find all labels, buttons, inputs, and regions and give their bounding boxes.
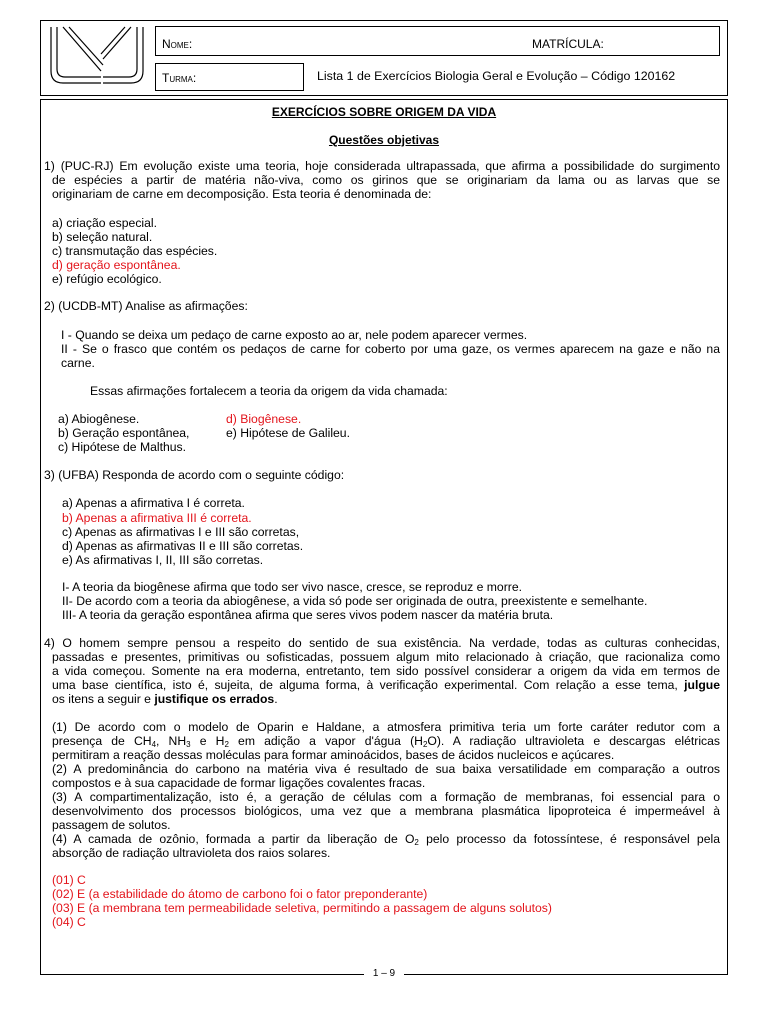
q2-option-d-answer: d) Biogênese. (226, 412, 302, 426)
section-subtitle: Questões objetivas (328, 133, 440, 147)
q4-answer-01: (01) C (52, 873, 86, 887)
university-logo (41, 21, 156, 95)
q1-option-e: e) refúgio ecológico. (52, 272, 162, 286)
q1-option-c: c) transmutação das espécies. (52, 244, 218, 258)
q1-option-b: b) seleção natural. (52, 230, 153, 244)
q3-statement-3: III- A teoria da geração espontânea afirma que seres vivos podem nascer da matéria bruta. (62, 608, 554, 622)
q3-option-a: a) Apenas a afirmativa I é correta. (62, 496, 245, 510)
footer-rule-right (407, 974, 727, 975)
matricula-label: MATRÍCULA: (532, 37, 604, 51)
q4-item-1: (1) De acordo com o modelo de Oparin e Haldane, a atmosfera primitiva teria um forte caráter redutor com a presença de $CH_4$, $NH_3$ e $H_2$ em adição a vapor d'água $(H_2O)$. A radiação ultravioleta e descargas elétricas permitiram a reação dessas moléculas para formar aminoácidos, bases de ácidos nucleicos e açúcares. (52, 720, 720, 762)
q4-item-3: (3) A compartimentalização, isto é, a geração de células com a formação de membranas, foi essencial para o desenvolvimento dos processos biológicos, uma vez que a membrana plasmática lipoproteica é impermeável à passagem de solutos. (52, 790, 720, 832)
q2-option-b: b) Geração espontânea, (58, 426, 190, 440)
q3-option-c: c) Apenas as afirmativas I e III são corretas, (62, 525, 300, 539)
question-4-text: 4) O homem sempre pensou a respeito do sentido de sua existência. Na verdade, todas as culturas conhecidas, passadas e presentes, primitivas ou sofisticadas, possuem algum mito relacionado à criação, que racionaliza como a vida começou. Somente na era moderna, entretanto, tem sido possível considerar a origem da vida em termos de uma base científica, isto é, sujeita, de alguma forma, à verificação experimental. Com relação a esse tema, julgue os itens a seguir e justifique os errados. (44, 636, 720, 706)
q3-statement-1: I- A teoria da biogênese afirma que todo ser vivo nasce, cresce, se reproduz e morre. (62, 580, 522, 594)
name-label: Nome: (162, 37, 193, 51)
name-field-box[interactable] (155, 26, 720, 56)
question-2-intro: 2) (UCDB-MT) Analise as afirmações: (44, 299, 248, 313)
q2-statement-1: I - Quando se deixa um pedaço de carne exposto ao ar, nele podem aparecer vermes. (61, 328, 528, 342)
turma-label: Turma: (162, 71, 197, 85)
course-line: Lista 1 de Exercícios Biologia Geral e Evolução – Código 120162 (317, 69, 676, 83)
page-title: EXERCÍCIOS SOBRE ORIGEM DA VIDA (271, 105, 497, 119)
q3-statement-2: II- De acordo com a teoria da abiogênese, a vida só pode ser originada de outra, preexistente e semelhante. (62, 594, 648, 608)
q2-prompt: Essas afirmações fortalecem a teoria da origem da vida chamada: (90, 384, 448, 398)
q4-answer-02: (02) E (a estabilidade do átomo de carbono foi o fator preponderante) (52, 887, 428, 901)
q2-option-a: a) Abiogênese. (58, 412, 140, 426)
q4-item-4: (4) A camada de ozônio, formada a partir da liberação de $O_2$ pelo processo da fotossíntese, é responsável pela absorção de radiação ultravioleta dos raios solares. (52, 832, 720, 860)
question-1-text: 1) (PUC-RJ) Em evolução existe uma teoria, hoje considerada ultrapassada, que afirma a possibilidade do surgimento de espécies a partir de matéria não-viva, como os girinos que se originariam da lama ou as larvas que se originariam de carne em decomposição. Esta teoria é denominada de: (44, 159, 720, 201)
footer-rule-left (41, 974, 361, 975)
q4-answer-03: (03) E (a membrana tem permeabilidade seletiva, permitindo a passagem de alguns solutos) (52, 901, 552, 915)
q3-option-d: d) Apenas as afirmativas II e III são corretas. (62, 539, 304, 553)
question-3-intro: 3) (UFBA) Responda de acordo com o seguinte código: (44, 468, 345, 482)
page-number: 1 – 9 (364, 968, 404, 979)
q2-option-e: e) Hipótese de Galileu. (226, 426, 350, 440)
q2-statement-2: II - Se o frasco que contém os pedaços de carne for coberto por uma gaze, os vermes aparecem na gaze e não na carne. (61, 342, 720, 370)
q4-item-2: (2) A predominância do carbono na matéria viva é resultado de sua baixa versatilidade em comparação a outros compostos e à sua capacidade de formar ligações covalentes fracas. (52, 762, 720, 790)
q4-answer-04: (04) C (52, 915, 86, 929)
q1-option-d-answer: d) geração espontânea. (52, 258, 181, 272)
q3-option-b-answer: b) Apenas a afirmativa III é correta. (62, 511, 252, 525)
q1-option-a: a) criação especial. (52, 216, 157, 230)
q3-option-e: e) As afirmativas I, II, III são corretas. (62, 553, 264, 567)
q2-option-c: c) Hipótese de Malthus. (58, 440, 187, 454)
